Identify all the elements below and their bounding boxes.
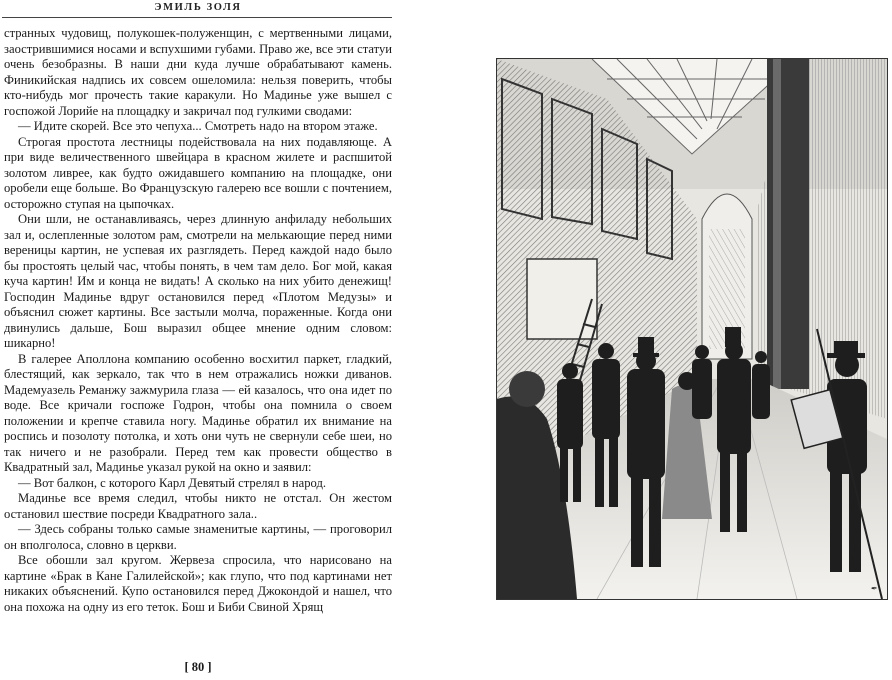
body-text <box>4 26 392 615</box>
right-page <box>450 0 892 680</box>
paragraph: Все обошли зал кругом. Жервеза спросила, что нарисовано на картине «Брак в Кане Галилейской»; как глупо, что под картинами нет никаких объяснений. Купо остановился перед Джокондой и нашел, что она похожа на одну из его теток. Бош и Биби Свиной Хрящ <box>4 553 392 614</box>
artist-signature: ✒ <box>870 584 877 593</box>
paragraph: Строгая простота лестницы подействовала на них подавляюще. А при виде величественного швейцара в красном жилете и распшитой золотом ливрее, как будто ожидавшего компанию на площадке, они оробели еще больше. Во Французскую галерею все вошли с почтением, осторожно ступая на цыпочках. <box>4 134 392 211</box>
running-head: ЭМИЛЬ ЗОЛЯ <box>154 2 242 13</box>
paragraph: В галерее Аполлона компанию особенно восхитил паркет, гладкий, блестящий, как зеркало, так что в нем отражались ножки диванов. Мадемуазель Реманжу зажмурила глаза — ей казалось, что она идет по воде. Все кричали госпоже Годрон, чтобы она помнила о своем положении и крепче ставила ногу. Мадинье обратил их внимание на роспись и позолоту потолка, и хоть они чуть не свернули себе шеи, но так ничего и не разобрали. Перед тем как провести общество в Квадратный зал, Мадинье указал рукой на окно и заявил: <box>4 351 392 474</box>
paragraph: — Идите скорей. Все это чепуха... Смотреть надо на втором этаже. <box>18 119 378 133</box>
paragraph: Мадинье все время следил, чтобы никто не отстал. Он жестом остановил шествие посреди Квадратного зала.. <box>4 491 392 521</box>
paragraph: Они шли, не останавливаясь, через длинную анфиладу небольших зал и, ослепленные золотом рам, смотрели на мелькающие перед ними вереницы картин, не успевая их разглядеть. Перед каждой надо было бы простоять целый час, чтобы понять, в чем там дело. Бог мой, какая куча картин! Им и конца не видать! А сколько на них убито денежищ! Господин Мадинье вдруг остановился перед «Плотом Медузы» и объяснил сюжет картины. Все застыли молча, пораженные. Когда они двинулись дальше, Бош выразил общее мнение одним словом: шикарно! <box>4 212 392 350</box>
illustration-engraving <box>496 58 888 600</box>
paragraph: — Вот балкон, с которого Карл Девятый стрелял в народ. <box>18 475 327 490</box>
gallery-scene-drawing <box>497 59 887 599</box>
easel-canvas <box>527 259 597 339</box>
paragraph: — Здесь собраны только самые знаменитые картины, — проговорил он вполголоса, словно в церкви. <box>4 522 392 552</box>
page-number: [ 80 ] <box>184 660 212 674</box>
paragraph: странных чудовищ, полукошек-полуженщин, с мертвенными лицами, заострившимися носами и вспухшими губами. Право же, все эти статуи очень безобразны. В наши дни куда лучше обрабатывают камень. Финикийская надпись их совсем ошеломила: нельзя поверить, чтобы кто-нибудь мог прочесть такие каракули. Но Мадинье уже вышел с госпожой Лорийе на площадку и закричал под гулкими сводами: <box>4 26 392 118</box>
header-rule <box>2 17 392 18</box>
